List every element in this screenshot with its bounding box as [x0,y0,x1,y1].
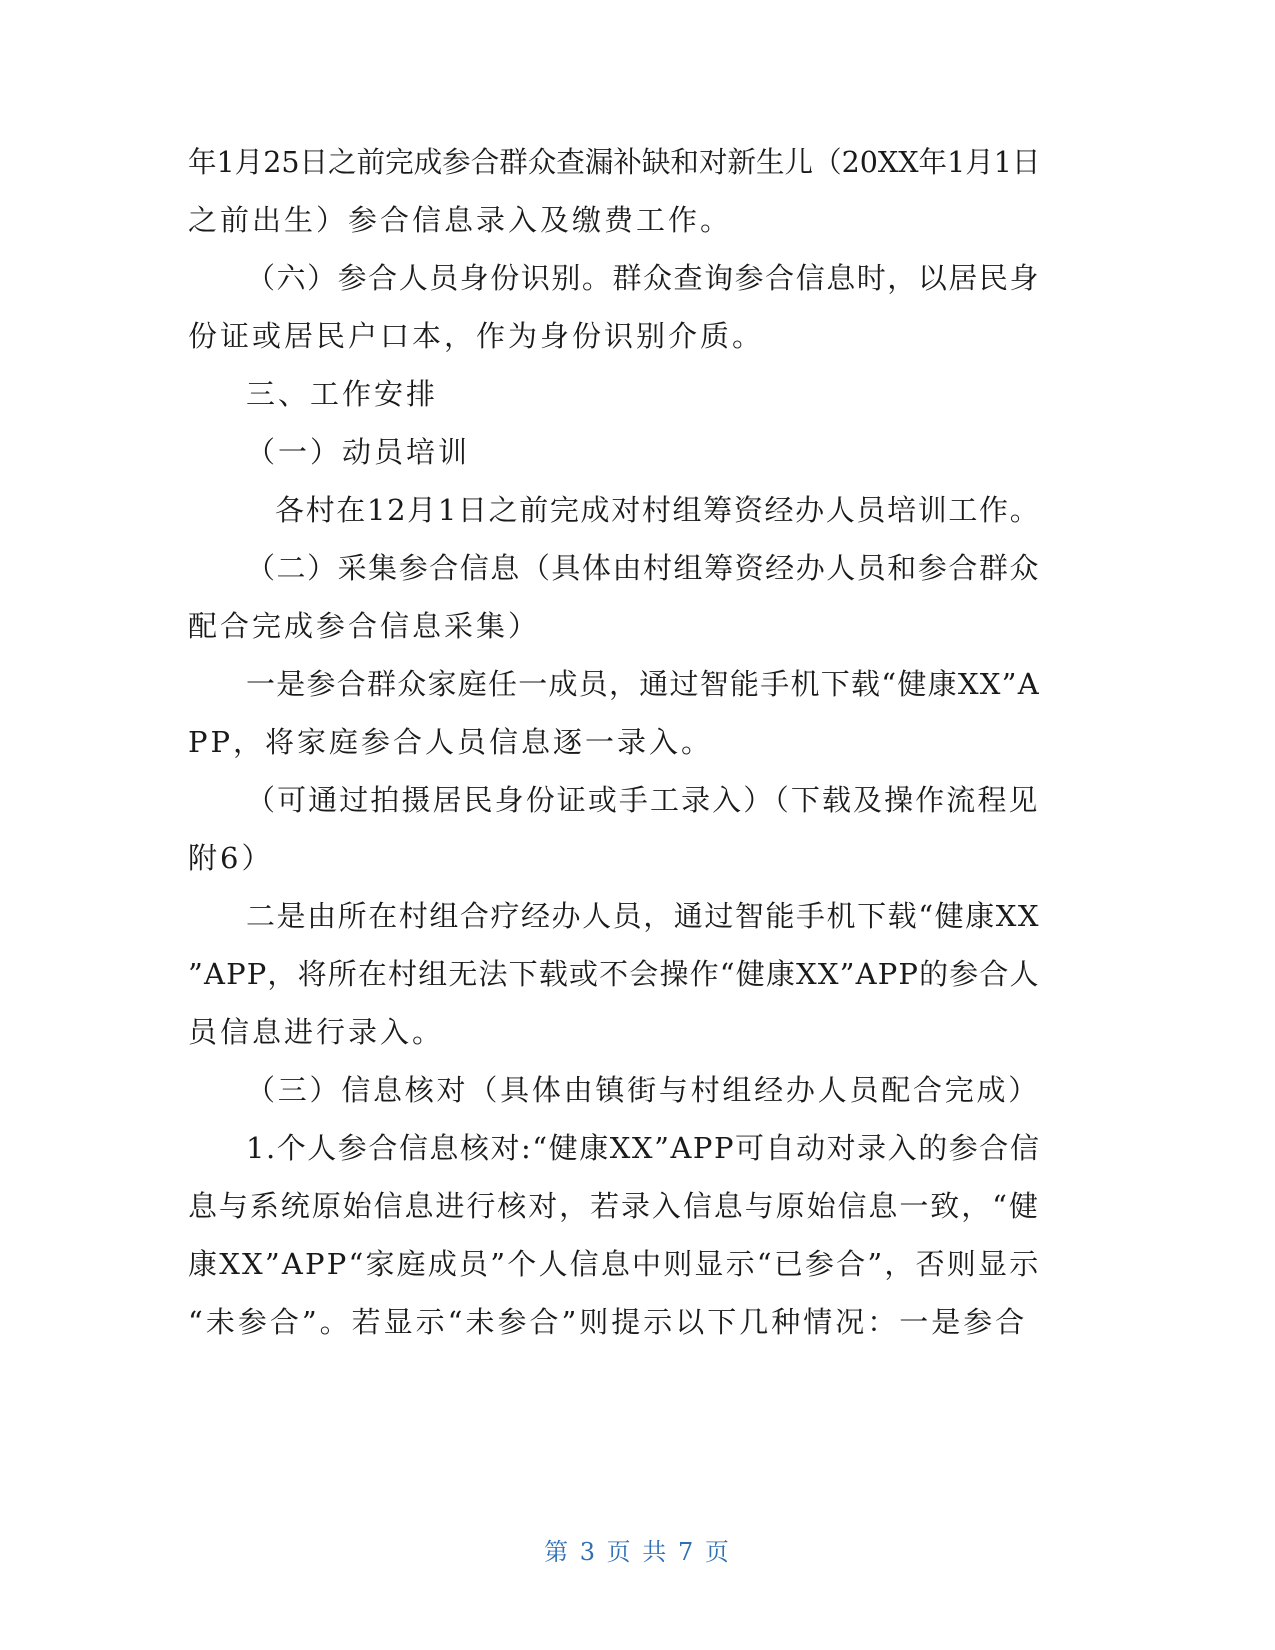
body-line: 息与系统原始信息进行核对，若录入信息与原始信息一致，“健 [188,1189,1040,1223]
body-line: （六）参合人员身份识别。群众查询参合信息时，以居民身 [246,261,1041,295]
body-line: 份证或居民户口本，作为身份识别介质。 [188,319,765,353]
body-line: 各村在12月1日之前完成对村组筹资经办人员培训工作。 [275,493,1041,527]
body-line: “未参合”。若显示“未参合”则提示以下几种情况：一是参合 [188,1305,1028,1339]
body-line: 附6） [188,841,274,875]
subsection-heading: （三）信息核对（具体由镇街与村组经办人员配合完成） [246,1073,1041,1107]
body-line: 一是参合群众家庭任一成员，通过智能手机下载“健康XX”A [246,667,1040,701]
body-line: 之前出生）参合信息录入及缴费工作。 [188,203,733,237]
subsection-heading: （二）采集参合信息（具体由村组筹资经办人员和参合群众 [246,551,1041,585]
subsection-heading: （一）动员培训 [246,435,471,469]
body-line: 员信息进行录入。 [188,1015,445,1049]
page-number-footer: 第 3 页 共 7 页 [544,1538,731,1566]
body-line: 配合完成参合信息采集） [188,609,541,643]
body-line: PP，将家庭参合人员信息逐一录入。 [188,725,714,759]
body-line: （可通过拍摄居民身份证或手工录入）（下载及操作流程见 [246,783,1040,817]
body-line: 二是由所在村组合疗经办人员，通过智能手机下载“健康XX [246,899,1041,933]
section-heading: 三、工作安排 [246,377,439,411]
body-line: 1.个人参合信息核对:“健康XX”APP可自动对录入的参合信 [246,1131,1041,1165]
body-line: 年1月25日之前完成参合群众查漏补缺和对新生儿（20XX年1月1日 [188,145,1041,179]
body-line: 康XX”APP“家庭成员”个人信息中则显示“已参合”，否则显示 [188,1247,1041,1281]
body-line: ”APP，将所在村组无法下载或不会操作“健康XX”APP的参合人 [188,957,1040,991]
